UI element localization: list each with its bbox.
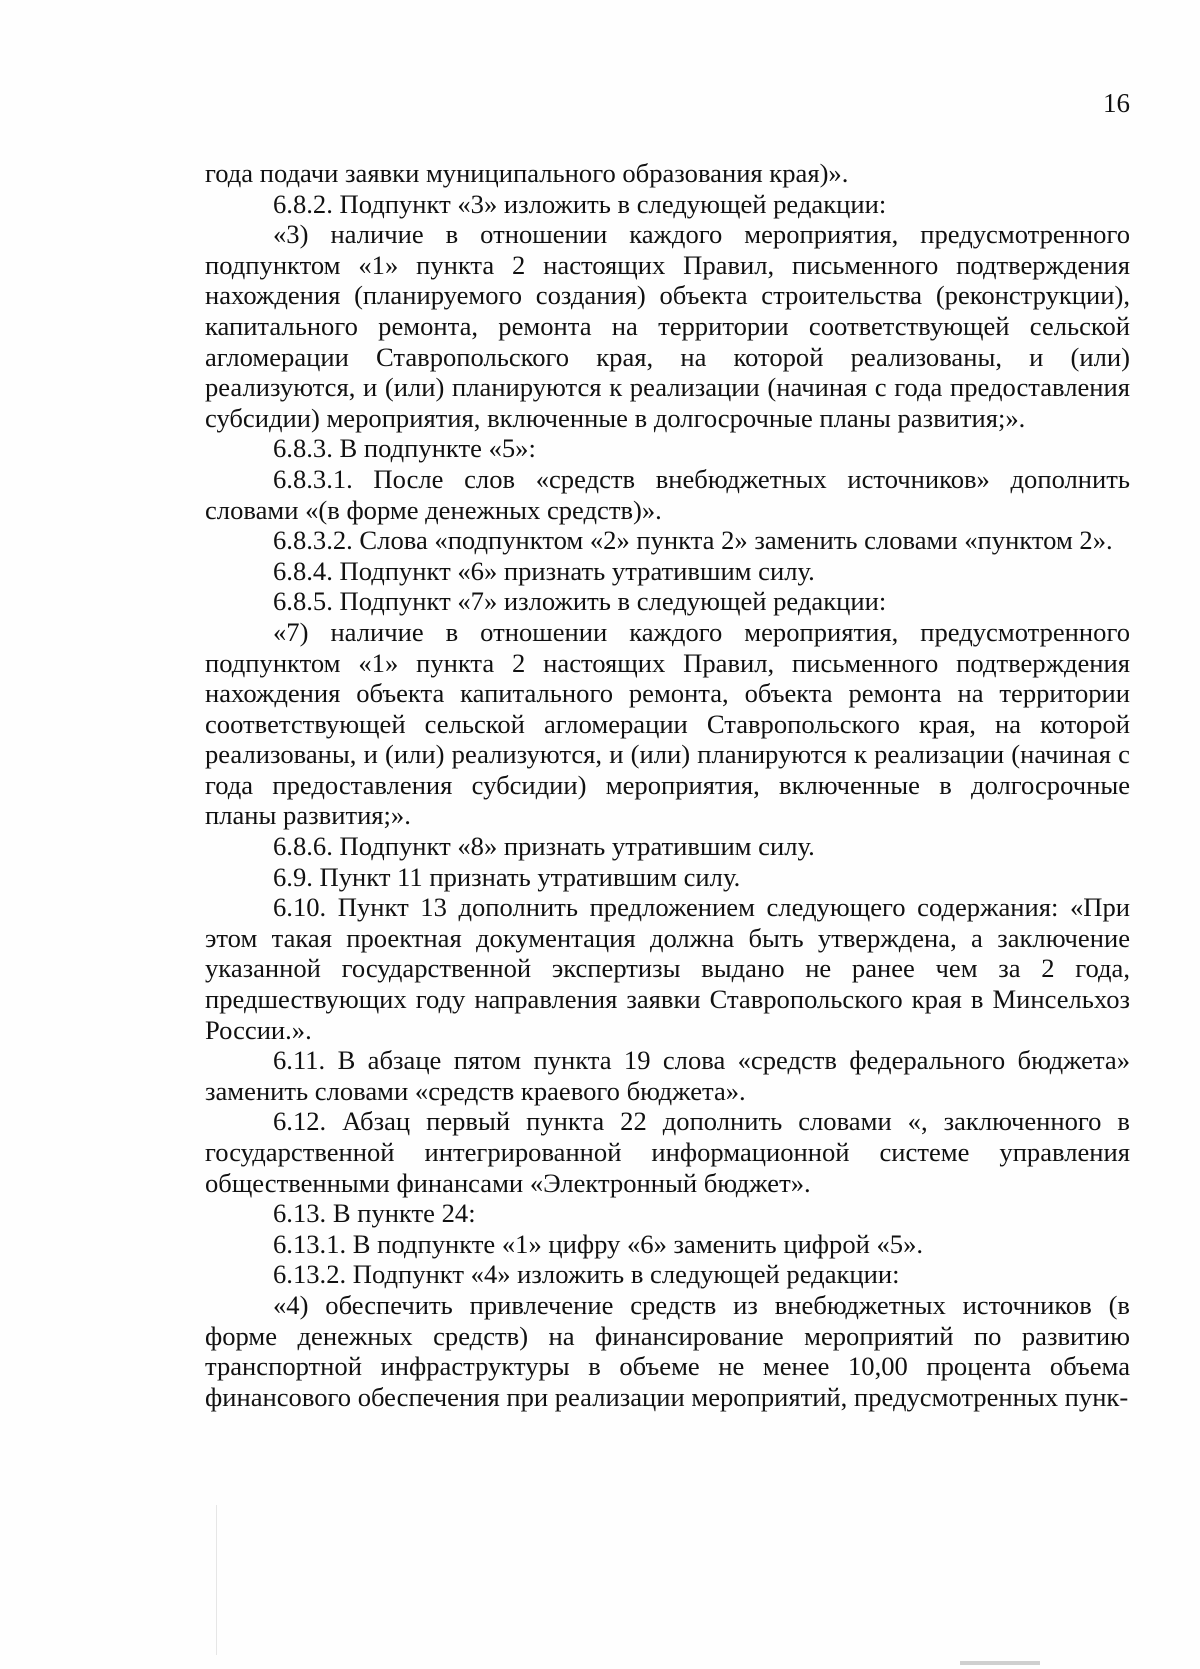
paragraph: «4) обеспечить привлечение средств из внебюджетных источников (в форме денежных средств) на финансирование мероприятий по развитию транспортной инфраструктуры в объеме не менее 10,00 процента объема финансового обеспечения при реализации мероприятий, предусмотренных пунк- [205,1289,1130,1412]
paragraph: 6.13. В пункте 24: [273,1198,476,1229]
scan-edge-mark [216,1505,217,1655]
paragraph: 6.12. Абзац первый пункта 22 дополнить словами «, заключенного в государственной интегрированной информационной системе управления общественными финансами «Электронный бюджет». [205,1106,1130,1198]
paragraph: 6.8.6. Подпункт «8» признать утратившим силу. [273,831,815,862]
paragraph: 6.8.2. Подпункт «3» изложить в следующей редакции: [273,188,887,219]
paragraph: 6.8.3.1. После слов «средств внебюджетных источников» дополнить словами «(в форме денежных средств)». [205,463,1130,525]
page-number: 16 [1103,88,1130,118]
paragraph: «7) наличие в отношении каждого мероприятия, предусмотренного подпунктом «1» пункта 2 настоящих Правил, письменного подтверждения нахождения объекта капитального ремонта, объекта ремонта на территории соответствующей сельской агломерации Ставропольского края, на которой реализованы, и (или) реализуются, и (или) планируются к реализации (начиная с года предоставления субсидии) мероприятия, включенные в долгосрочные планы развития;». [205,616,1130,831]
paragraph: 6.13.2. Подпункт «4» изложить в следующей редакции: [273,1259,900,1290]
scan-corner-mark [960,1661,1040,1665]
document-body [205,158,1130,1412]
paragraph: 6.10. Пункт 13 дополнить предложением следующего содержания: «При этом такая проектная документация должна быть утверждена, а заключение указанной государственной экспертизы выдано не ранее чем за 2 года, предшествующих году направления заявки Ставропольского края в Минсельхоз России.». [205,892,1130,1045]
paragraph: 6.8.4. Подпункт «6» признать утратившим силу. [273,555,815,586]
paragraph: 6.8.3. В подпункте «5»: [273,433,536,464]
paragraph: 6.9. Пункт 11 признать утратившим силу. [273,861,741,892]
paragraph: 6.8.5. Подпункт «7» изложить в следующей редакции: [273,586,887,617]
paragraph: 6.13.1. В подпункте «1» цифру «6» заменить цифрой «5». [273,1228,924,1259]
paragraph: 6.11. В абзаце пятом пункта 19 слова «средств федерального бюджета» заменить словами «средств краевого бюджета». [205,1045,1130,1106]
paragraph: 6.8.3.2. Слова «подпунктом «2» пункта 2» заменить словами «пунктом 2». [273,525,1113,556]
paragraph: «3) наличие в отношении каждого мероприятия, предусмотренного подпунктом «1» пункта 2 настоящих Правил, письменного подтверждения нахождения (планируемого создания) объекта строительства (реконструкции), капитального ремонта, ремонта на территории соответствующей сельской агломерации Ставропольского края, на которой реализованы, и (или) реализуются, и (или) планируются к реализации (начиная с года предоставления субсидии) мероприятия, включенные в долгосрочные планы развития;». [205,219,1130,433]
paragraph: года подачи заявки муниципального образования края)». [205,158,849,188]
